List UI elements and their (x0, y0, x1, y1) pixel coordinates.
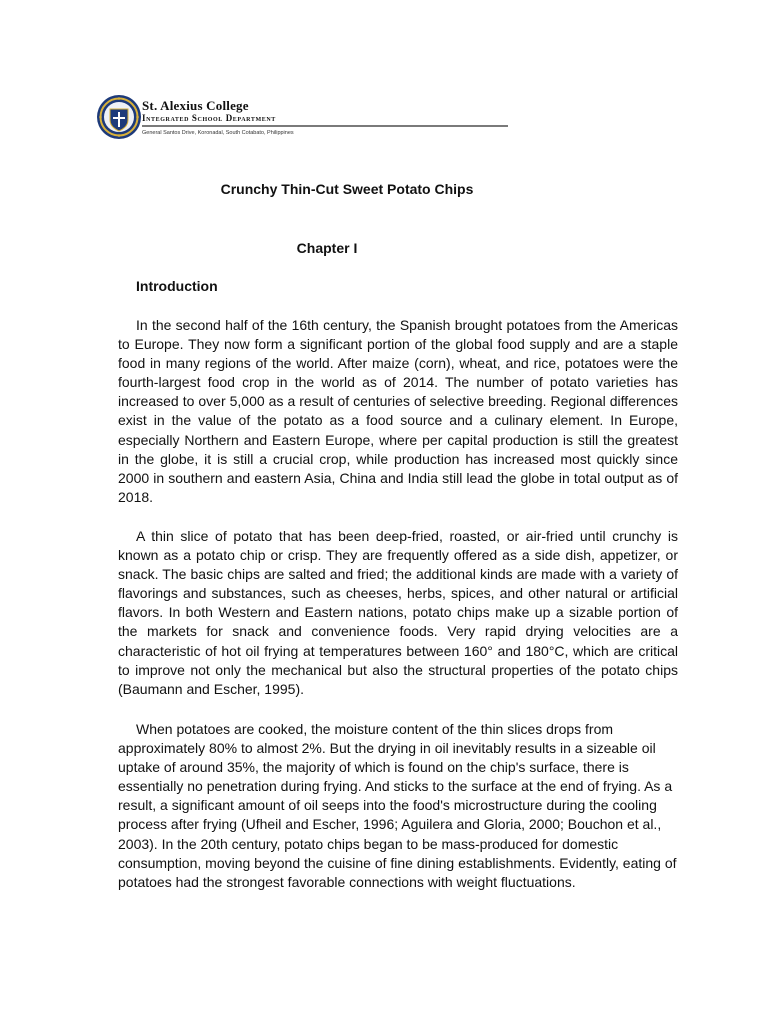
body-paragraph: In the second half of the 16th century, the Spanish brought potatoes from the Americas to Europe. They now form a significant portion of the global food supply and are a staple food in many regions of the world. After maize (corn), wheat, and rice, potatoes were the fourth-largest food crop in the world as of 2014. The number of potato varieties has increased to over 5,000 as a result of centuries of selective breeding. Regional differences exist in the value of the potato as a food source and a culinary element. In Europe, especially Northern and Eastern Europe, where per capital production is still the greatest in the globe, it is still a crucial crop, while production has increased most quickly since 2000 in southern and eastern Asia, China and India still lead the globe in total output as of 2018. (118, 317, 678, 505)
body-paragraph: A thin slice of potato that has been deep-fried, roasted, or air-fried until crunchy is known as a potato chip or crisp. They are frequently offered as a side dish, appetizer, or snack. The basic chips are salted and fried; the additional kinds are made with a variety of flavorings and substances, such as cheeses, herbs, spices, and other natural or artificial flavors. In both Western and Eastern nations, potato chips make up a sizable portion of the markets for snack and convenience foods. Very rapid drying velocities are a characteristic of hot oil frying at temperatures between 160° and 180°C, which are critical to improve not only the mechanical but also the structural properties of the potato chips (Baumann and Escher, 1995). (118, 528, 678, 697)
letterhead (96, 94, 516, 142)
section-heading: Introduction (136, 278, 218, 294)
chapter-heading: Chapter I (296, 240, 358, 256)
college-name: St. Alexius College (142, 98, 249, 113)
college-seal-icon (96, 94, 142, 140)
letterhead-divider (142, 125, 508, 127)
department-name: Integrated School Department (142, 113, 276, 123)
document-title: Crunchy Thin-Cut Sweet Potato Chips (220, 181, 474, 197)
college-address: General Santos Drive, Koronadal, South Cotabato, Philippines (142, 130, 294, 136)
body-paragraph: When potatoes are cooked, the moisture content of the thin slices drops from approximately 80% to almost 2%. But the drying in oil inevitably results in a sizeable oil uptake of around 35%, the majority of which is found on the chip's surface, there is essentially no penetration during frying. And sticks to the surface at the end of frying. As a result, a significant amount of oil seeps into the food's microstructure during the cooling process after frying (Ufheil and Escher, 1996; Aguilera and Gloria, 2000; Bouchon et al., 2003). In the 20th century, potato chips began to be mass-produced for domestic consumption, moving beyond the cuisine of fine dining establishments. Evidently, eating of potatoes had the strongest favorable connections with weight fluctuations. (118, 721, 677, 890)
